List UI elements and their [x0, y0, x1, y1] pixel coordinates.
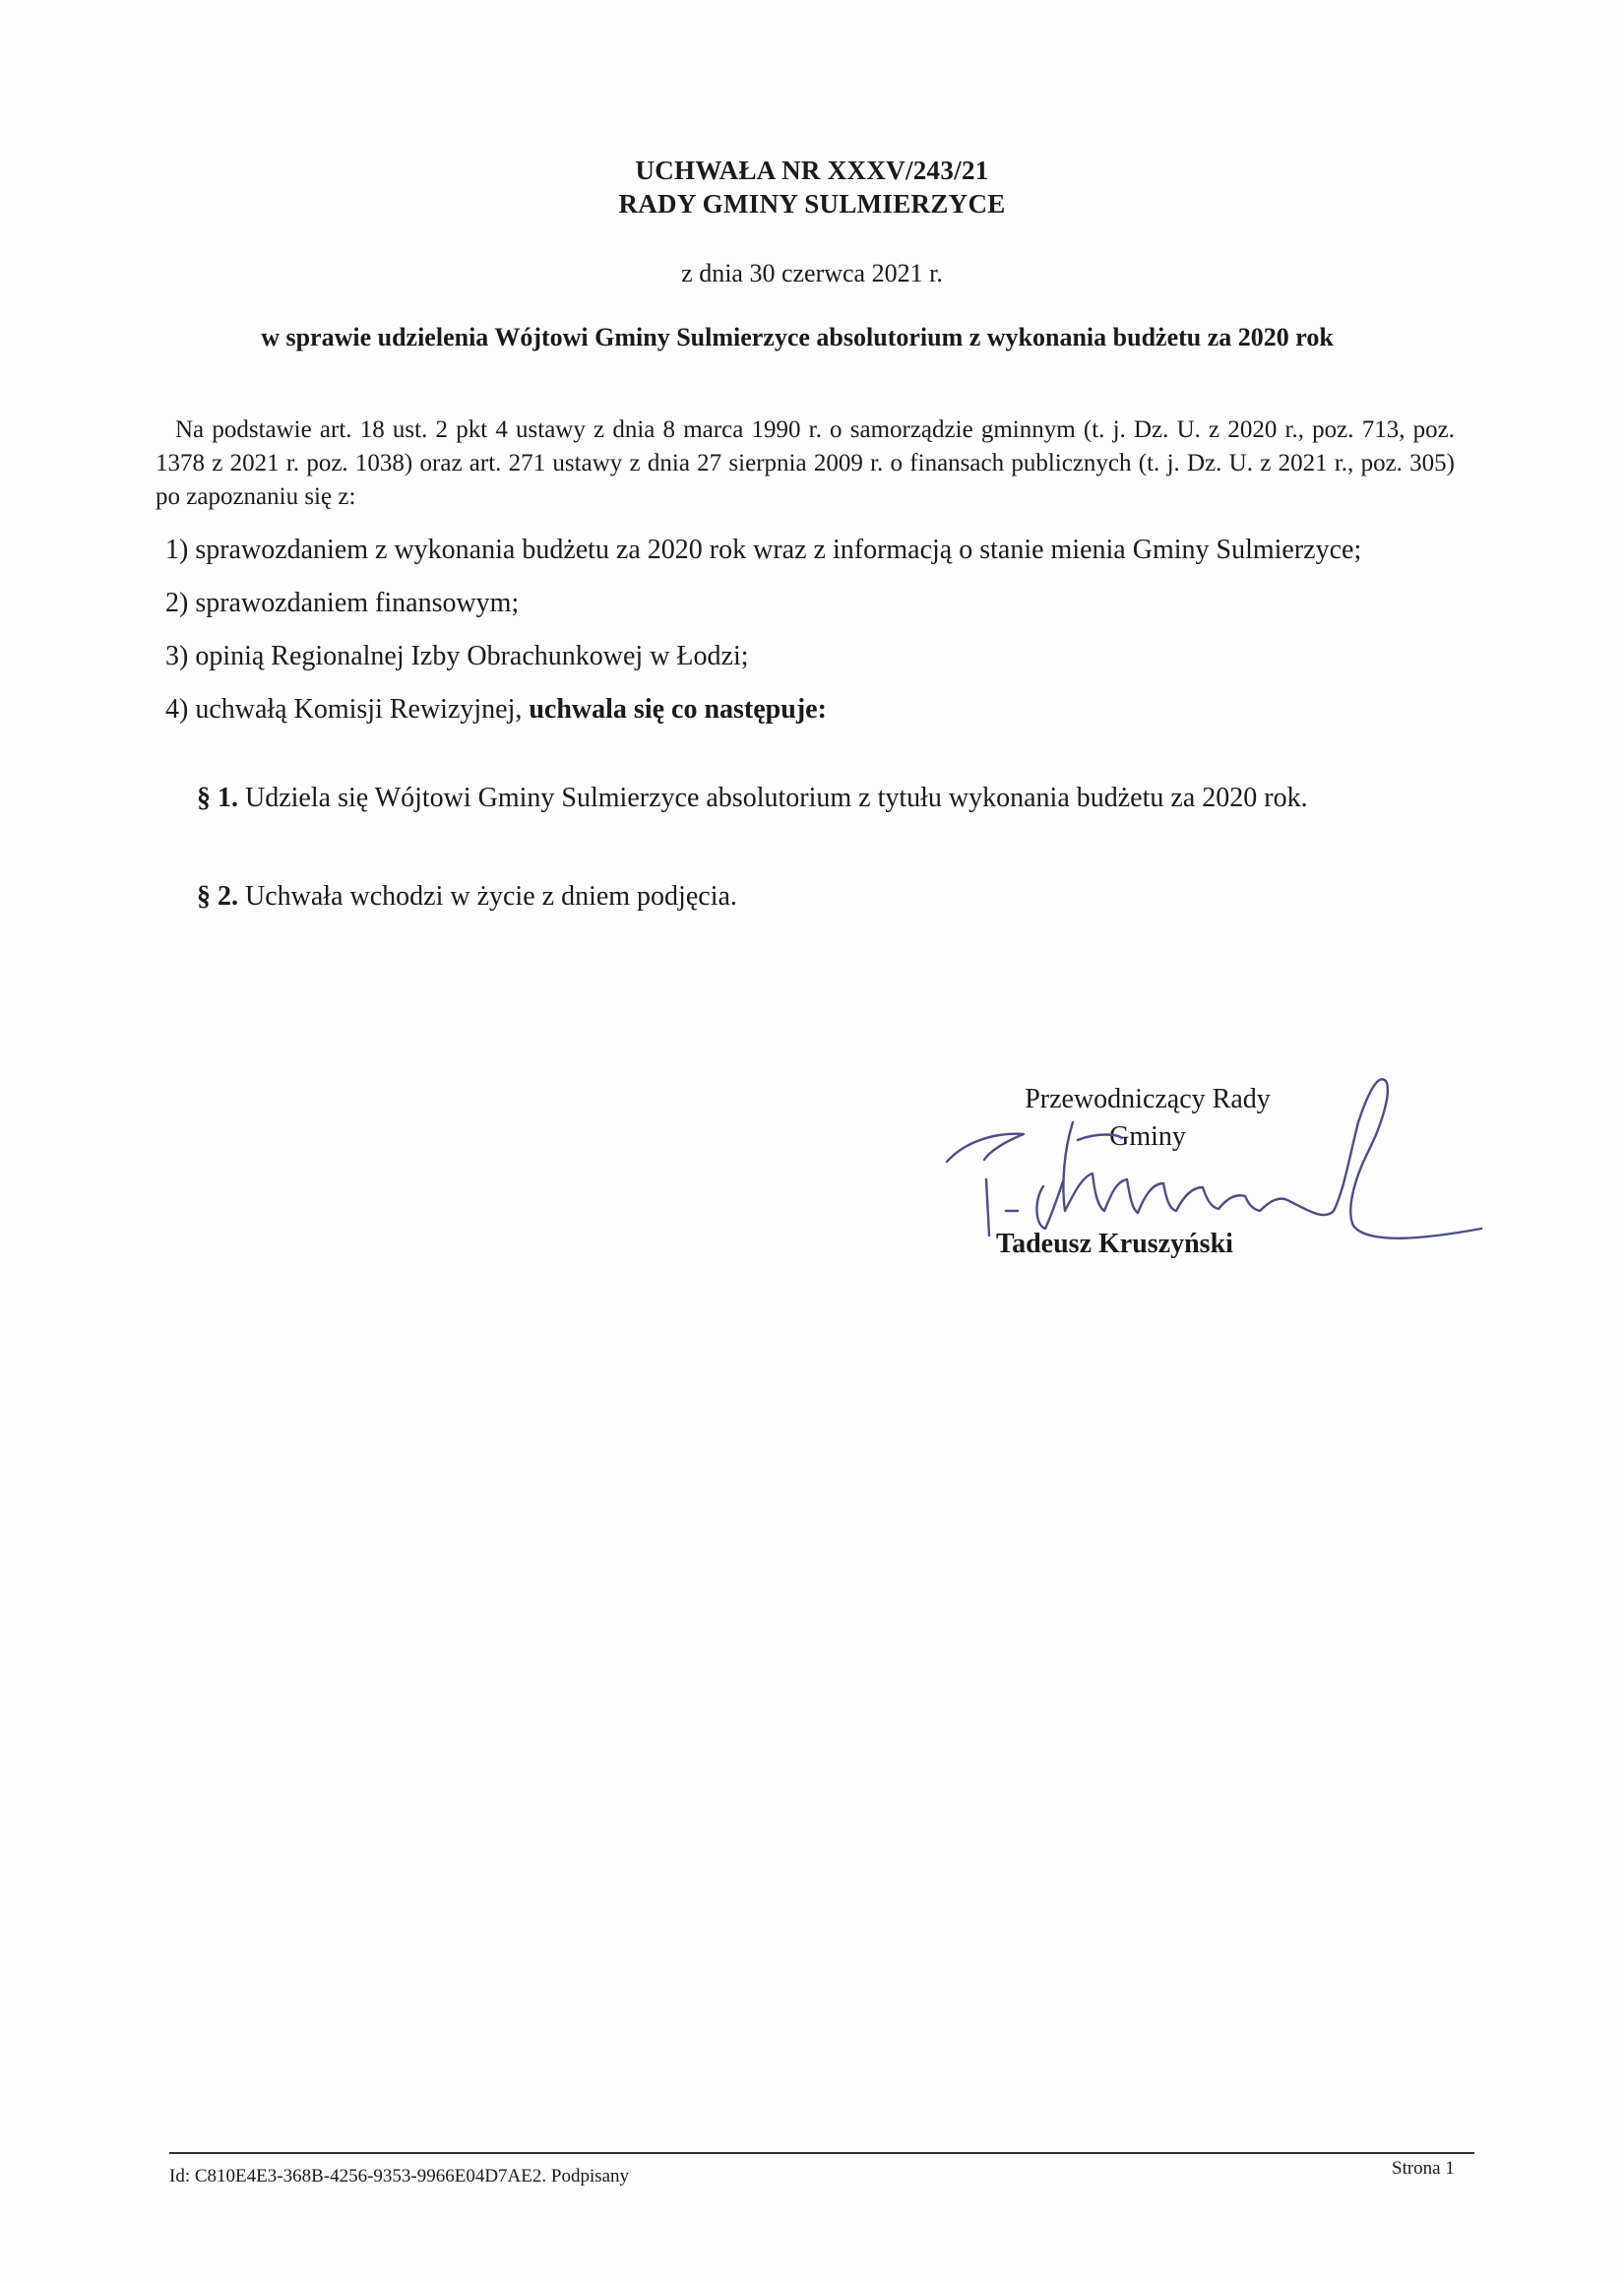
footer-divider: [169, 2152, 1474, 2154]
legal-basis: Na podstawie art. 18 ust. 2 pkt 4 ustawy z dnia 8 marca 1990 r. o samorządzie gminnym (t. j. Dz. U. z 2020 r., poz. 713, poz. 1378 z 2021 r. poz. 1038) oraz art. 271 ustawy z dnia 27 sierpnia 2009 r. o finansach publicznych (t. j. Dz. U. z 2021 r., poz. 305) po zapoznaniu się z:: [156, 416, 1455, 510]
resolution-date: z dnia 30 czerwca 2021 r.: [681, 259, 943, 287]
list-item-4: [165, 691, 1455, 729]
signatory-name: Tadeusz Kruszyński: [996, 1229, 1233, 1259]
list-item-text: 4) uchwałą Komisji Rewizyjnej,: [165, 694, 523, 725]
list-item: 1) sprawozdaniem z wykonania budżetu za 2020 rok wraz z informacją o stanie mienia Gminy Sulmierzyce;: [165, 535, 1362, 565]
list-item: 3) opinią Regionalnej Izby Obrachunkowej w Łodzi;: [165, 641, 749, 671]
page-number: Strona 1: [1392, 2158, 1455, 2179]
section-1: [156, 780, 1455, 817]
council-name: RADY GMINY SULMIERZYCE: [618, 189, 1006, 219]
list-item: 2) sprawozdaniem finansowym;: [165, 588, 520, 618]
enactment-clause: uchwala się co następuje:: [529, 694, 827, 725]
section-1-text: Udziela się Wójtowi Gminy Sulmierzyce absolutorium z tytułu wykonania budżetu za 2020 rok.: [245, 783, 1308, 813]
resolution-subject: w sprawie udzielenia Wójtowi Gminy Sulmierzyce absolutorium z wykonania budżetu za 2020 rok: [261, 323, 1334, 351]
section-2-text: Uchwała wchodzi w życie z dniem podjęcia.: [245, 881, 737, 912]
section-2: [197, 878, 1457, 916]
resolution-number: UCHWAŁA NR XXXV/243/21: [635, 156, 989, 185]
section-2-label: § 2.: [197, 881, 238, 912]
documents-list: [165, 532, 1455, 744]
section-1-label: § 1.: [197, 783, 238, 813]
signatory-role: Przewodniczący Rady Gminy: [1025, 1084, 1271, 1152]
document-id: Id: C810E4E3-368B-4256-9353-9966E04D7AE2. Podpisany: [169, 2166, 630, 2187]
